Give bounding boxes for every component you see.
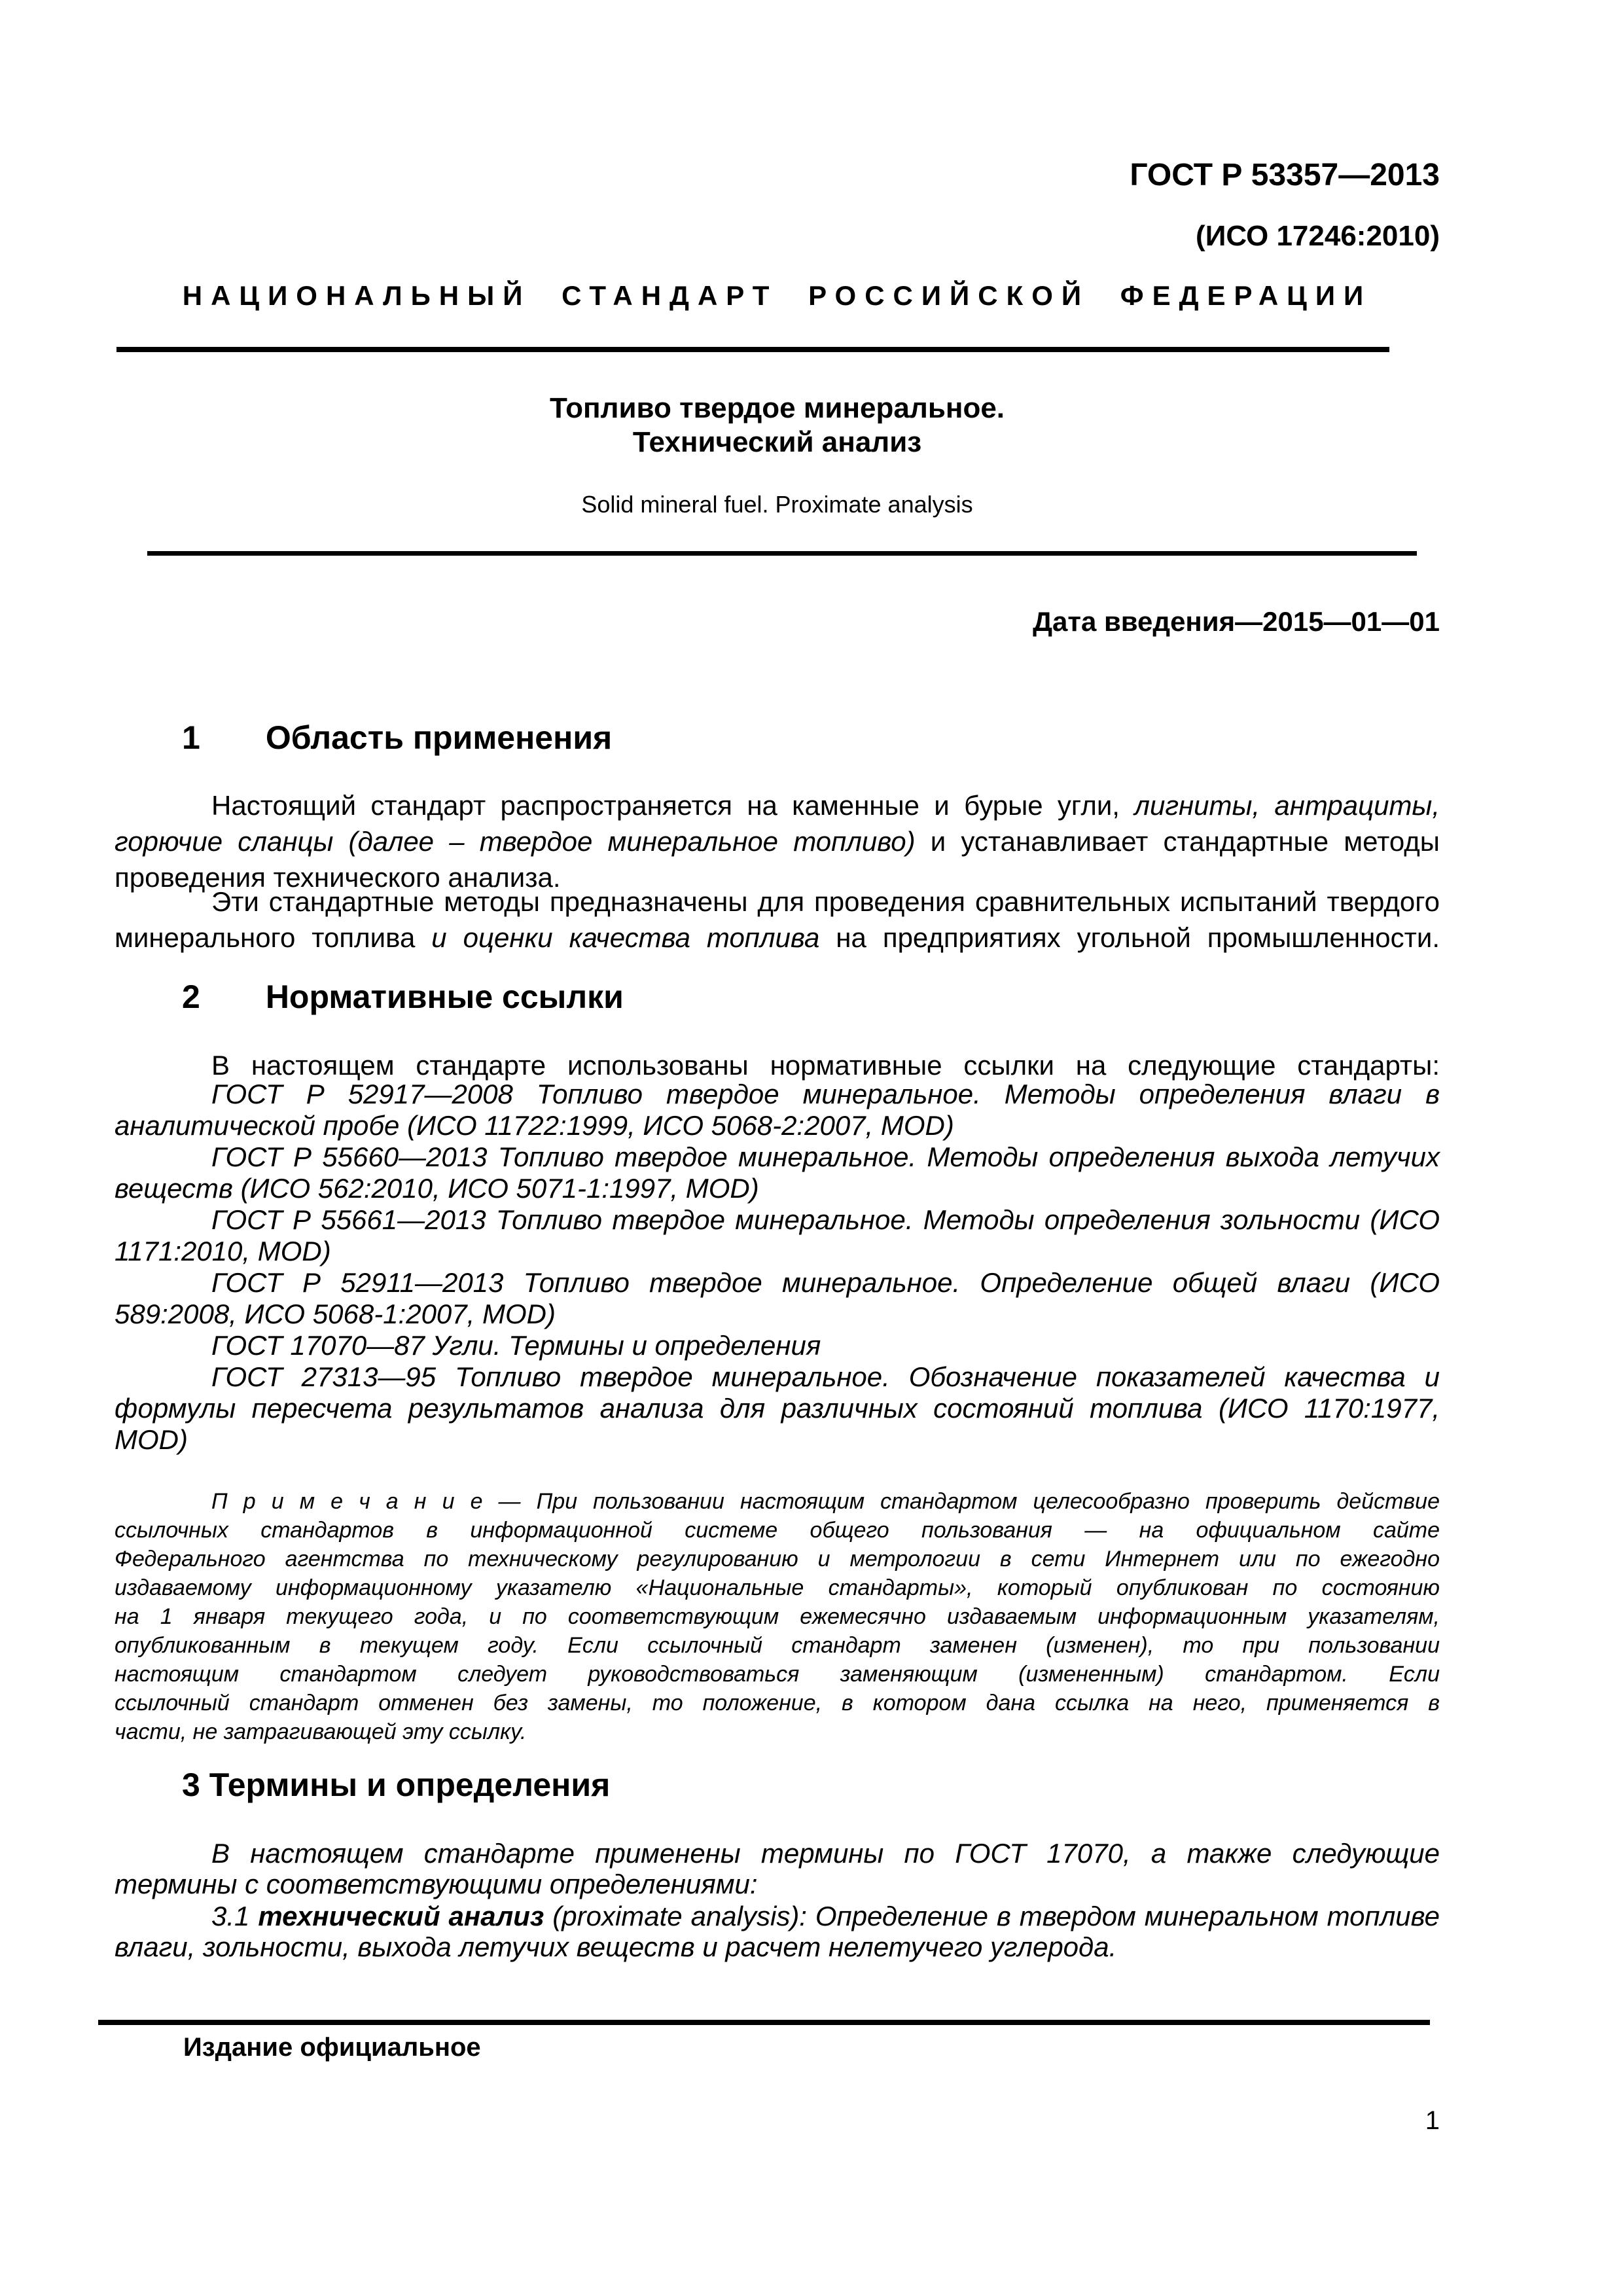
paragraph-line <box>115 1901 1440 1931</box>
official-edition-note: Издание официальное <box>183 2033 481 2062</box>
note-line: части, не затрагивающей эту ссылку. <box>115 1719 527 1744</box>
reference-line: ГОСТ Р 52911—2013 Топливо твердое минеральное. Определение общей влаги (ИСО <box>211 1267 1440 1298</box>
document-title-en: Solid mineral fuel. Proximate analysis <box>581 491 973 518</box>
text-run-italic: лигниты, антрациты, <box>1134 790 1440 821</box>
text-run: на предприятиях угольной промышленности. <box>819 922 1440 953</box>
note-line: настоящим стандартом следует руководствоваться заменяющим (измененным) стандартом. Если <box>115 1662 1440 1687</box>
term-number: 3.1 <box>211 1901 259 1931</box>
reference-line: 1171:2010, MOD) <box>115 1236 331 1266</box>
note-line: на 1 января текущего года, и по соответствующим ежемесячно издаваемым информационным указателям, <box>115 1604 1440 1629</box>
note-line: Федерального агентства по техническому регулированию и метрологии в сети Интернет или по ежегодно <box>115 1547 1440 1571</box>
paragraph-line: термины с соответствующими определениями: <box>115 1869 758 1899</box>
effective-date: Дата введения—2015—01—01 <box>1033 606 1440 637</box>
text-run-italic: и оценки качества топлива <box>431 922 820 953</box>
note-line: ссылочный стандарт отменен без замены, то положение, в котором дана ссылка на него, применяется в <box>115 1691 1440 1715</box>
section1-paragraph2 <box>115 884 1440 956</box>
text-run: Настоящий стандарт распространяется на каменные и бурые угли, <box>211 790 1135 821</box>
doc-number: ГОСТ Р 53357—2013 <box>1130 158 1440 192</box>
iso-standard-number: (ИСО 17246:2010) <box>1196 220 1440 252</box>
section2-heading <box>115 978 1440 1016</box>
section1-title: Область применения <box>265 719 613 756</box>
paragraph-line: проведения технического анализа. <box>115 862 561 893</box>
standard-type-heading: НАЦИОНАЛЬНЫЙ СТАНДАРТ РОССИЙСКОЙ ФЕДЕРАЦИИ <box>182 280 1372 311</box>
reference-line: веществ (ИСО 562:2010, ИСО 5071-1:1997, MOD) <box>115 1173 759 1204</box>
term-definition: (proximate analysis): Определение в твердом минеральном топливе <box>544 1901 1440 1931</box>
paragraph-line: влаги, зольности, выхода летучих веществ и расчет нелетучего углерода. <box>115 1931 1117 1962</box>
title-divider-rule <box>147 551 1417 556</box>
paragraph-line <box>115 823 1440 859</box>
paragraph-line: В настоящем стандарте применены термины по ГОСТ 17070, а также следующие <box>211 1838 1440 1869</box>
reference-line: формулы пересчета результатов анализа для различных состояний топлива (ИСО 1170:1977, <box>115 1393 1440 1424</box>
page-number: 1 <box>1425 2106 1440 2135</box>
term-name: технический анализ <box>258 1901 544 1931</box>
section3-paragraph1 <box>115 1838 1440 1899</box>
section2-intro: В настоящем стандарте использованы нормативные ссылки на следующие стандарты: <box>211 1050 1440 1081</box>
paragraph-line <box>115 920 1440 956</box>
section2-title: Нормативные ссылки <box>265 978 624 1015</box>
reference-line: ГОСТ Р 55661—2013 Топливо твердое минеральное. Методы определения зольности (ИСО <box>211 1204 1440 1235</box>
normative-references-list <box>115 1079 1440 1456</box>
title-ru-line1: Топливо твердое минеральное. <box>549 392 1005 424</box>
reference-line: ГОСТ 27313—95 Топливо твердое минеральное. Обозначение показателей качества и <box>211 1361 1440 1392</box>
note-block <box>115 1487 1440 1746</box>
title-ru-line2: Технический анализ <box>632 426 922 458</box>
reference-line: ГОСТ 17070—87 Угли. Термины и определения <box>211 1330 821 1361</box>
reference-line: аналитической пробе (ИСО 11722:1999, ИСО 5068-2:2007, MOD) <box>115 1110 954 1141</box>
reference-line: ГОСТ Р 55660—2013 Топливо твердое минеральное. Методы определения выхода летучих <box>211 1141 1440 1172</box>
text-run: минерального топлива <box>115 922 432 953</box>
reference-line: 589:2008, ИСО 5068-1:2007, MOD) <box>115 1299 556 1329</box>
reference-line: MOD) <box>115 1424 188 1455</box>
text-run: и устанавливает стандартные методы <box>915 826 1440 857</box>
note-line: издаваемому информационному указателю «Национальные стандарты», который опубликован по состоянию <box>115 1575 1440 1600</box>
section1-number: 1 <box>182 719 200 756</box>
reference-line: ГОСТ Р 52917—2008 Топливо твердое минеральное. Методы определения влаги в <box>211 1079 1440 1109</box>
section3-heading: 3 Термины и определения <box>182 1767 611 1803</box>
note-line: опубликованным в текущем году. Если ссылочный стандарт заменен (изменен), то при пользовании <box>115 1633 1440 1658</box>
footer-rule <box>98 2020 1430 2025</box>
section1-paragraph1 <box>115 787 1440 895</box>
header-divider-rule <box>116 347 1389 352</box>
note-line: ссылочных стандартов в информационной системе общего пользования — на официальном сайте <box>115 1518 1440 1543</box>
document-title-ru <box>115 391 1440 459</box>
paragraph-line <box>115 787 1440 823</box>
section2-number: 2 <box>182 978 200 1015</box>
section3-paragraph2-term <box>115 1901 1440 1962</box>
paragraph-line: Эти стандартные методы предназначены для проведения сравнительных испытаний твердого <box>211 886 1440 917</box>
note-line: П р и м е ч а н и е — При пользовании настоящим стандартом целесообразно проверить действие <box>211 1489 1440 1514</box>
text-run-italic: горючие сланцы (далее – твердое минеральное топливо) <box>115 826 916 857</box>
section1-heading <box>115 719 1440 757</box>
